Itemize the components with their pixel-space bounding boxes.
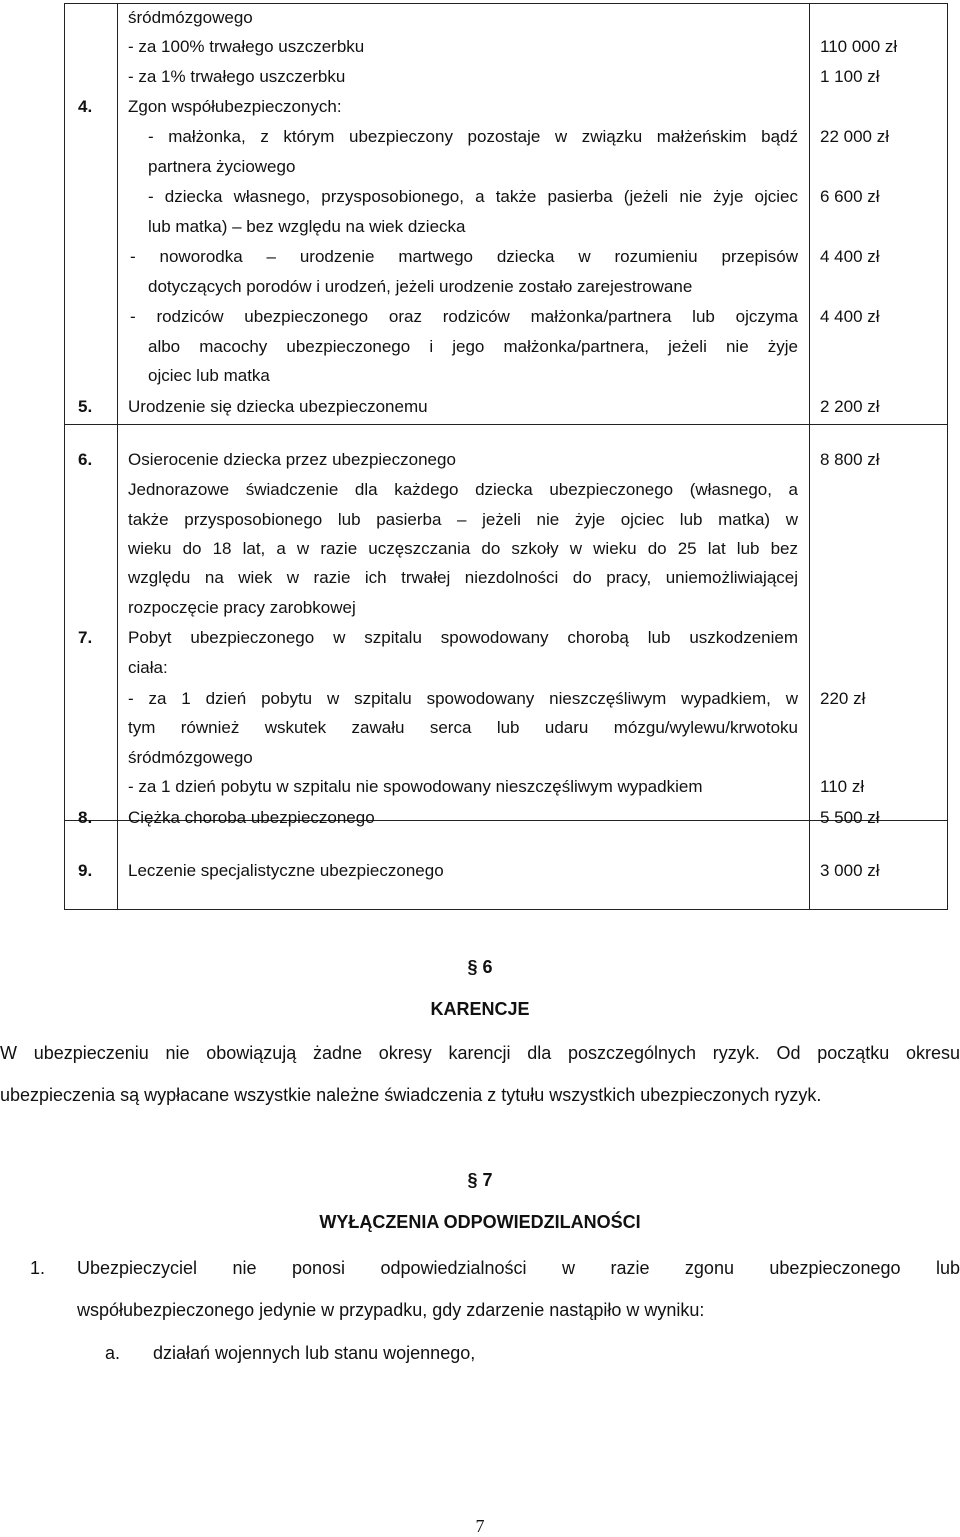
cell-text: - dziecka własnego, przysposobionego, a także pasierba (jeżeli nie żyje ojciec — [148, 187, 798, 206]
row-title: Osierocenie dziecka przez ubezpieczonego — [128, 450, 456, 469]
amount: 5 500 zł — [820, 808, 880, 827]
row-number: 5. — [78, 397, 93, 416]
section-title: KARENCJE — [430, 999, 530, 1019]
list-item-text: działań wojennych lub stanu wojennego, — [153, 1343, 476, 1363]
section-heading: § 7 — [467, 1170, 493, 1190]
list-item-text: współubezpieczonego jedynie w przypadku, gdy zdarzenie nastąpiło w wyniku: — [77, 1300, 705, 1320]
paragraph-line: ubezpieczenia są wypłacane wszystkie należne świadczenia z tytułu wszystkich ubezpieczonych ryzyk. — [0, 1085, 822, 1105]
cell-text: partnera życiowego — [148, 157, 296, 176]
amount: 3 000 zł — [820, 861, 880, 880]
row-title: Pobyt ubezpieczonego w szpitalu spowodowany chorobą lub uszkodzeniem — [128, 628, 798, 647]
row-title: Urodzenie się dziecka ubezpieczonemu — [128, 397, 428, 416]
amount: 4 400 zł — [820, 247, 880, 266]
column-divider-right — [809, 4, 810, 909]
row-number: 8. — [78, 808, 93, 827]
row-title: ciała: — [128, 658, 168, 677]
cell-text: tym również wskutek zawału serca lub udaru mózgu/wylewu/krwotoku — [128, 718, 798, 737]
cell-text: ojciec lub matka — [148, 366, 270, 385]
cell-text: - za 1% trwałego uszczerbku — [128, 67, 346, 86]
row-title: Zgon współubezpieczonych: — [128, 97, 342, 116]
cell-text: wieku do 18 lat, a w razie uczęszczania do szkoły w wieku do 25 lat lub bez — [128, 539, 798, 558]
amount: 4 400 zł — [820, 307, 880, 326]
row-divider — [65, 424, 947, 425]
amount: 220 zł — [820, 689, 866, 708]
cell-text: - za 100% trwałego uszczerbku — [128, 37, 365, 56]
cell-text: rozpoczęcie pracy zarobkowej — [128, 598, 356, 617]
list-item-text: Ubezpieczyciel nie ponosi odpowiedzialności w razie zgonu ubezpieczonego lub — [77, 1258, 960, 1278]
cell-text: Jednorazowe świadczenie dla każdego dziecka ubezpieczonego (własnego, a — [128, 480, 798, 499]
row-title: Leczenie specjalistyczne ubezpieczonego — [128, 861, 444, 880]
list-letter: a. — [105, 1343, 121, 1363]
cell-text: także przysposobionego lub pasierba – jeżeli nie żyje ojciec lub matka) w — [128, 510, 798, 529]
cell-text: albo macochy ubezpieczonego i jego małżonka/partnera, jeżeli nie żyje — [148, 337, 798, 356]
cell-text: - rodziców ubezpieczonego oraz rodziców małżonka/partnera lub ojczyma — [130, 307, 798, 326]
cell-text: śródmózgowego — [128, 8, 253, 27]
amount: 110 000 zł — [820, 37, 898, 56]
row-number: 4. — [78, 97, 93, 116]
cell-text: śródmózgowego — [128, 748, 253, 767]
amount: 2 200 zł — [820, 397, 880, 416]
row-number: 6. — [78, 450, 93, 469]
list-number: 1. — [30, 1258, 46, 1278]
paragraph-line: W ubezpieczeniu nie obowiązują żadne okresy karencji dla poszczególnych ryzyk. Od początku okresu — [0, 1043, 960, 1063]
page-number: 7 — [475, 1516, 485, 1536]
amount: 8 800 zł — [820, 450, 880, 469]
row-number: 7. — [78, 628, 93, 647]
cell-text: dotyczących porodów i urodzeń, jeżeli urodzenie zostało zarejestrowane — [148, 277, 693, 296]
section-heading: § 6 — [467, 957, 493, 977]
amount: 22 000 zł — [820, 127, 889, 146]
column-divider-left — [117, 4, 118, 909]
cell-text: - małżonka, z którym ubezpieczony pozostaje w związku małżeńskim bądź — [148, 127, 798, 146]
cell-text: względu na wiek w razie ich trwałej niezdolności do pracy, uniemożliwiającej — [128, 568, 798, 587]
section-title: WYŁĄCZENIA ODPOWIEDZILANOŚCI — [319, 1212, 641, 1232]
row-title: Ciężka choroba ubezpieczonego — [128, 808, 375, 827]
cell-text: - za 1 dzień pobytu w szpitalu spowodowany nieszczęśliwym wypadkiem, w — [128, 689, 798, 708]
amount: 110 zł — [820, 777, 865, 796]
cell-text: lub matka) – bez względu na wiek dziecka — [148, 217, 466, 236]
cell-text: - noworodka – urodzenie martwego dziecka w rozumieniu przepisów — [130, 247, 798, 266]
amount: 1 100 zł — [820, 67, 880, 86]
row-number: 9. — [78, 861, 93, 880]
amount: 6 600 zł — [820, 187, 880, 206]
cell-text: - za 1 dzień pobytu w szpitalu nie spowodowany nieszczęśliwym wypadkiem — [128, 777, 703, 796]
